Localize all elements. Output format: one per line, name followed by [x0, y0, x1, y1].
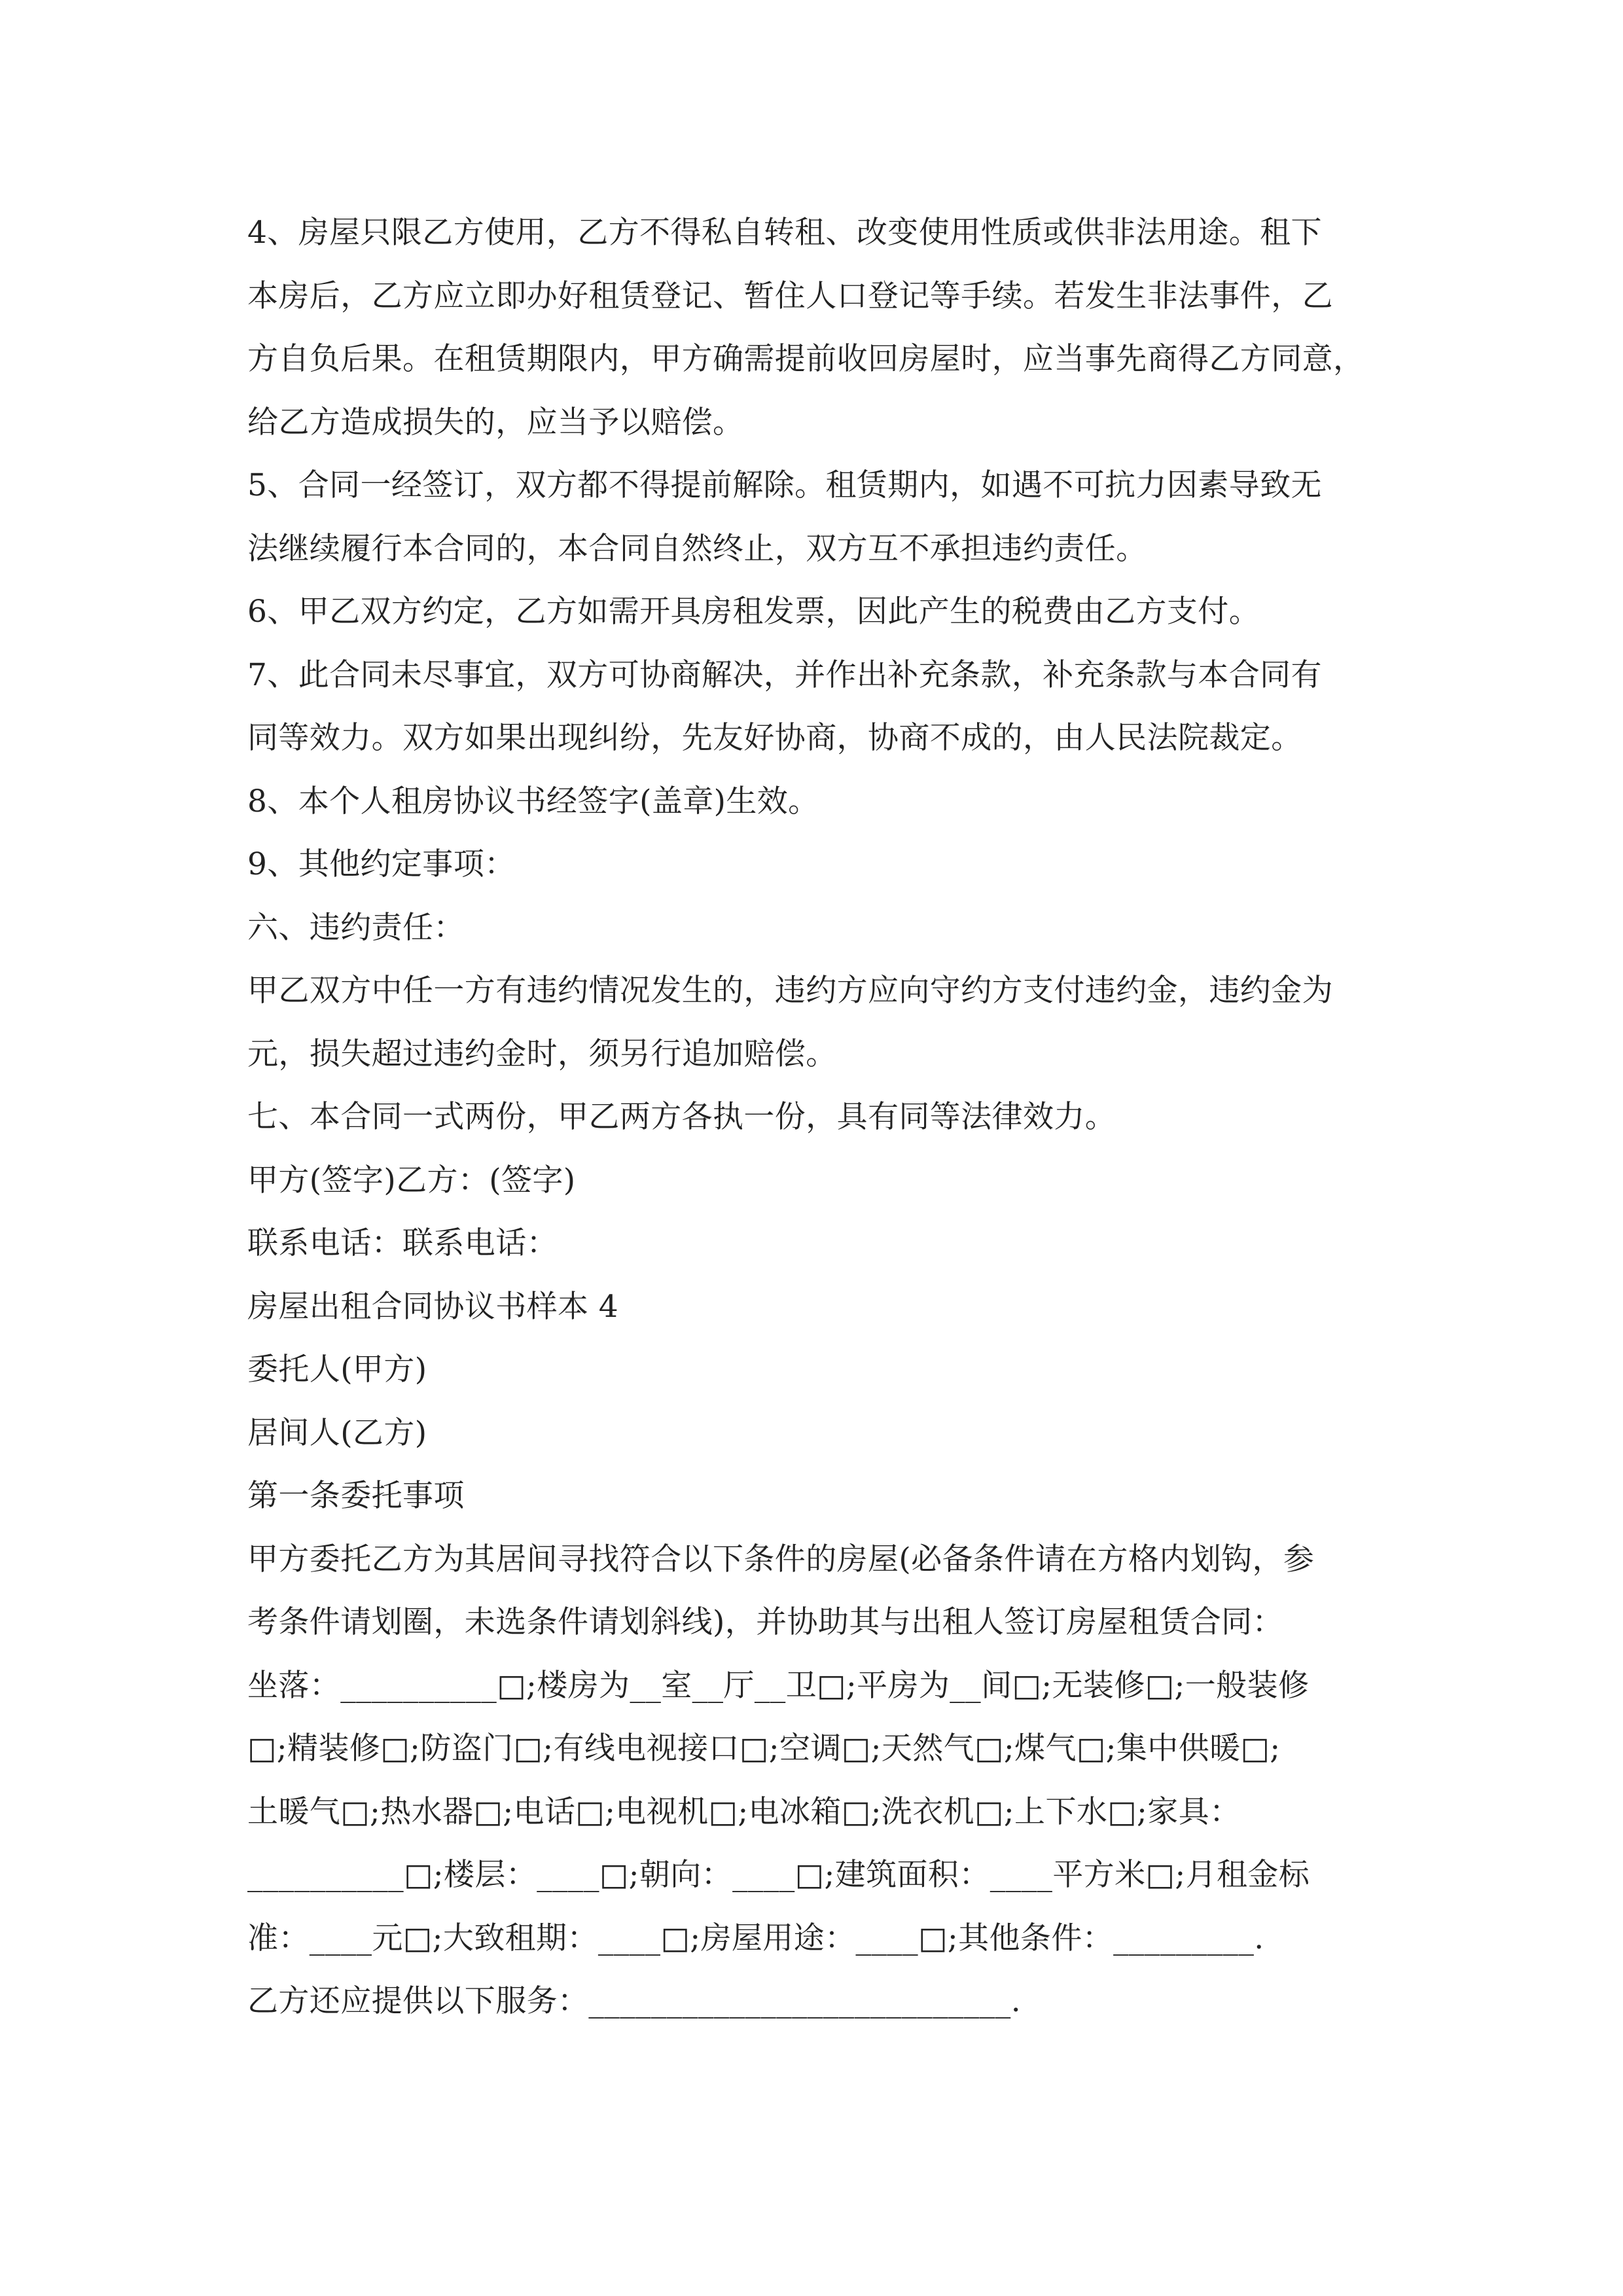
intermediary-party-b: 居间人(乙方) [247, 1414, 427, 1451]
breach-line-2: 元，损失超过违约金时，须另行追加赔偿。 [247, 1035, 837, 1072]
breach-line-1: 甲乙双方中任一方有违约情况发生的，违约方应向守约方支付违约金，违约金为 [247, 973, 1333, 1009]
clause-7-line-2: 同等效力。双方如果出现纠纷，先友好协商，协商不成的，由人民法院裁定。 [247, 720, 1302, 756]
conditions-line-5: 准：____元□;大致租期：____□;房屋用途：____□;其他条件：_________. [247, 1920, 1264, 1956]
clause-5-line-1: 5、合同一经签订，双方都不得提前解除。租赁期内，如遇不可抗力因素导致无 [247, 467, 1322, 503]
conditions-line-1: 坐落：__________□;楼房为__室__厅__卫□;平房为__间□;无装修□;一般装修 [247, 1667, 1310, 1704]
principal-party-a: 委托人(甲方) [247, 1352, 427, 1388]
document-body [247, 202, 1399, 2034]
signature-line: 甲方(签字)乙方：(签字) [247, 1162, 576, 1198]
services-line: 乙方还应提供以下服务：___________________________. [247, 1983, 1022, 2019]
section-7: 七、本合同一式两份，甲乙两方各执一份，具有同等法律效力。 [247, 1099, 1116, 1135]
clause-5-line-2: 法继续履行本合同的，本合同自然终止，双方互不承担违约责任。 [247, 530, 1147, 567]
clause-4-line-3: 方自负后果。在租赁期限内，甲方确需提前收回房屋时，应当事先商得乙方同意， [247, 341, 1364, 377]
section-6-heading: 六、违约责任： [247, 909, 465, 946]
clause-4-line-1: 4、房屋只限乙方使用，乙方不得私自转租、改变使用性质或供非法用途。租下 [247, 215, 1322, 251]
conditions-line-3: 土暖气□;热水器□;电话□;电视机□;电冰箱□;洗衣机□;上下水□;家具： [247, 1793, 1241, 1830]
conditions-line-4: __________□;楼层：____□;朝向：____□;建筑面积：____平方米□;月租金标 [247, 1857, 1310, 1893]
clause-8: 8、本个人租房协议书经签字(盖章)生效。 [247, 783, 819, 819]
clause-4-line-2: 本房后，乙方应立即办好租赁登记、暂住人口登记等手续。若发生非法事件，乙 [247, 278, 1333, 314]
clause-6: 6、甲乙双方约定，乙方如需开具房租发票，因此产生的税费由乙方支付。 [247, 594, 1260, 630]
clause-4-line-4: 给乙方造成损失的，应当予以赔偿。 [247, 404, 744, 440]
sample-4-title: 房屋出租合同协议书样本 4 [247, 1288, 619, 1325]
article-1-line-2: 考条件请划圈，未选条件请划斜线)，并协助其与出租人签订房屋租赁合同： [247, 1604, 1283, 1640]
clause-9: 9、其他约定事项： [247, 846, 516, 882]
article-1-heading: 第一条委托事项 [247, 1478, 465, 1514]
article-1-line-1: 甲方委托乙方为其居间寻找符合以下条件的房屋(必备条件请在方格内划钩，参 [247, 1541, 1315, 1577]
clause-7-line-1: 7、此合同未尽事宜，双方可协商解决，并作出补充条款，补充条款与本合同有 [247, 656, 1322, 693]
contact-phone-line: 联系电话：联系电话： [247, 1225, 558, 1261]
conditions-line-2: □;精装修□;防盗门□;有线电视接口□;空调□;天然气□;煤气□;集中供暖□; [247, 1731, 1281, 1767]
